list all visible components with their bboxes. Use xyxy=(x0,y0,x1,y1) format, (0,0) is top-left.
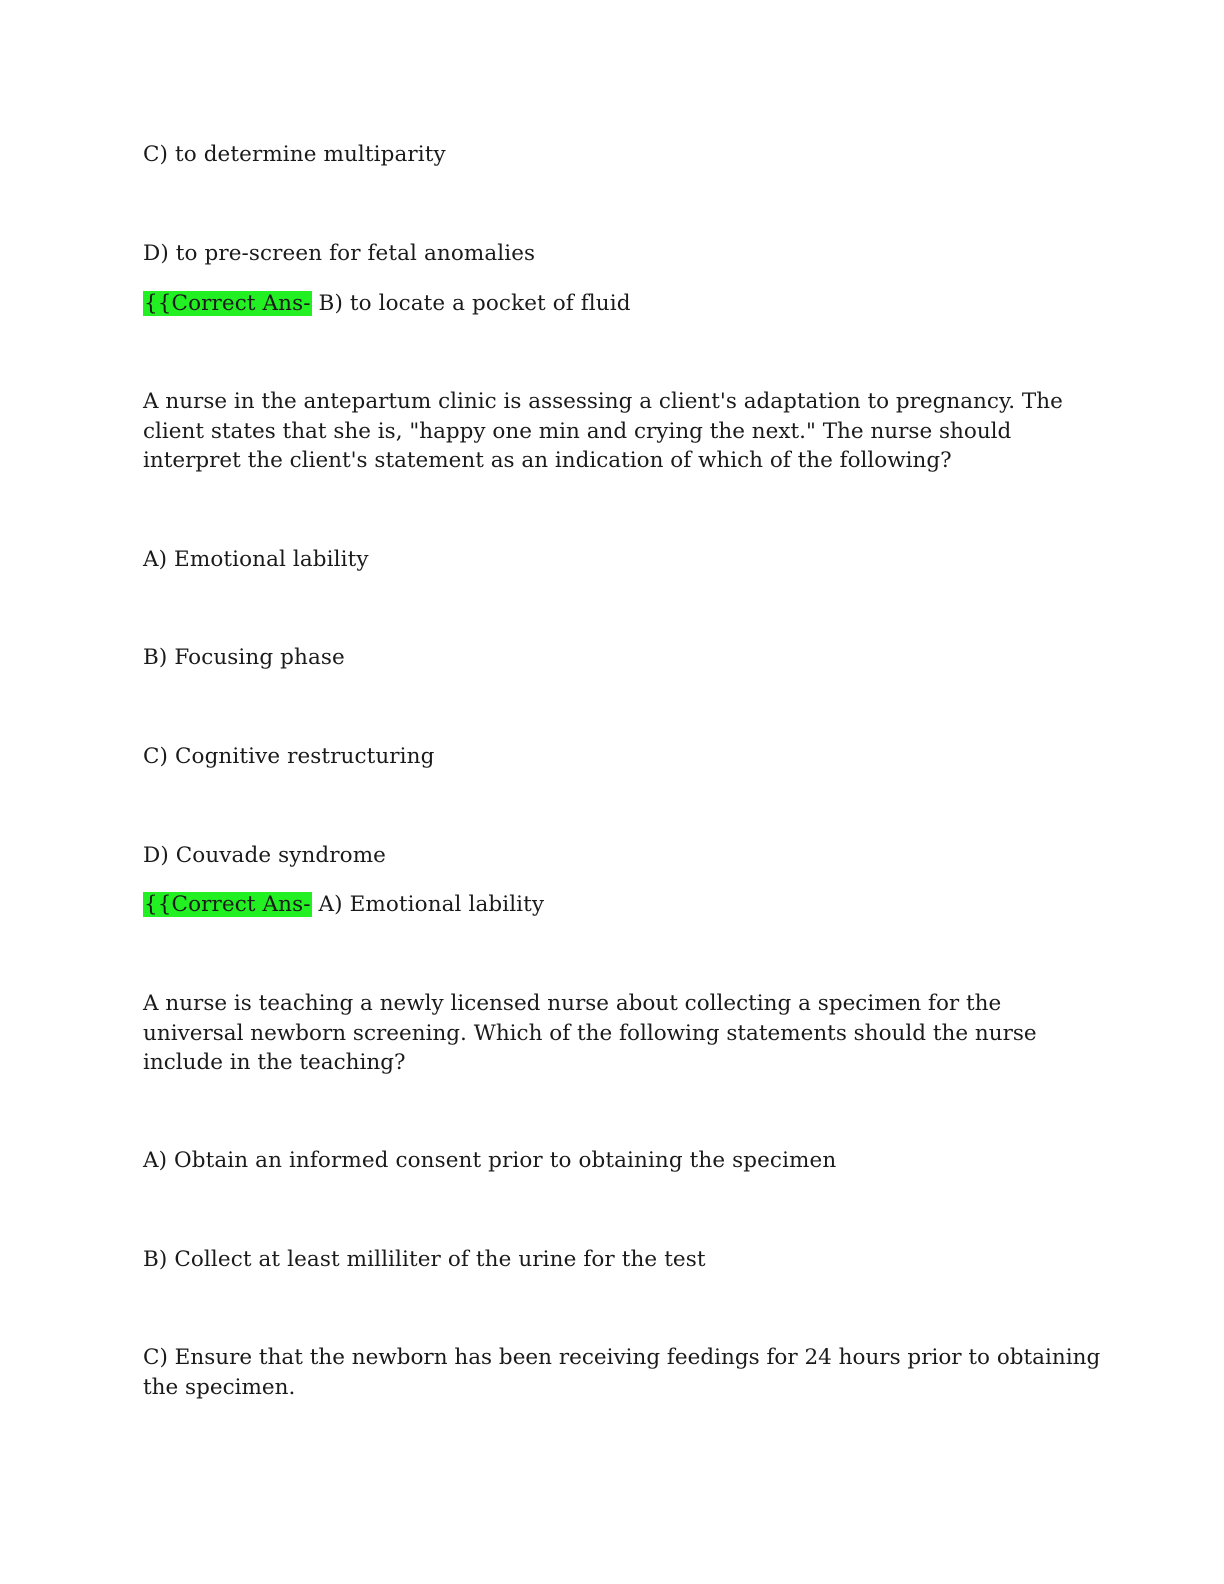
q3-option-c-line: C) Ensure that the newborn has been receiving feedings for 24 hours prior to obtaining xyxy=(143,1345,1101,1370)
q2-option-c: C) Cognitive restructuring xyxy=(143,744,435,769)
q3-option-b: B) Collect at least milliliter of the urine for the test xyxy=(143,1247,706,1272)
q2-option-b: B) Focusing phase xyxy=(143,645,345,670)
q3-option-a: A) Obtain an informed consent prior to obtaining the specimen xyxy=(143,1148,837,1173)
q1-option-c: C) to determine multiparity xyxy=(143,142,446,167)
q1-option-d: D) to pre-screen for fetal anomalies xyxy=(143,241,536,266)
correct-answer-text: B) to locate a pocket of fluid xyxy=(311,291,631,316)
q2-stem xyxy=(143,387,1073,476)
q1-correct-answer xyxy=(143,289,631,319)
q2-correct-answer xyxy=(143,890,544,920)
q3-stem-line: A nurse is teaching a newly licensed nurse about collecting a specimen for the xyxy=(143,991,1002,1016)
q2-stem-line: A nurse in the antepartum clinic is assessing a client's adaptation to pregnancy. The xyxy=(143,389,1063,414)
correct-answer-text: A) Emotional lability xyxy=(311,892,545,917)
q2-stem-line: client states that she is, "happy one min and crying the next." The nurse should xyxy=(143,418,1012,444)
q2-option-a: A) Emotional lability xyxy=(143,547,369,572)
q2-stem-line: interpret the client's statement as an indication of which of the following? xyxy=(143,448,952,473)
q3-option-c-line: the specimen. xyxy=(143,1374,296,1400)
q3-stem-line: universal newborn screening. Which of the following statements should the nurse xyxy=(143,1020,1037,1046)
q3-stem-line: include in the teaching? xyxy=(143,1050,406,1075)
q2-option-d: D) Couvade syndrome xyxy=(143,843,387,868)
q3-option-c xyxy=(143,1343,1101,1402)
q3-stem xyxy=(143,989,1073,1078)
correct-answer-highlight: {{Correct Ans- xyxy=(144,892,311,917)
correct-answer-highlight: {{Correct Ans- xyxy=(144,291,311,316)
